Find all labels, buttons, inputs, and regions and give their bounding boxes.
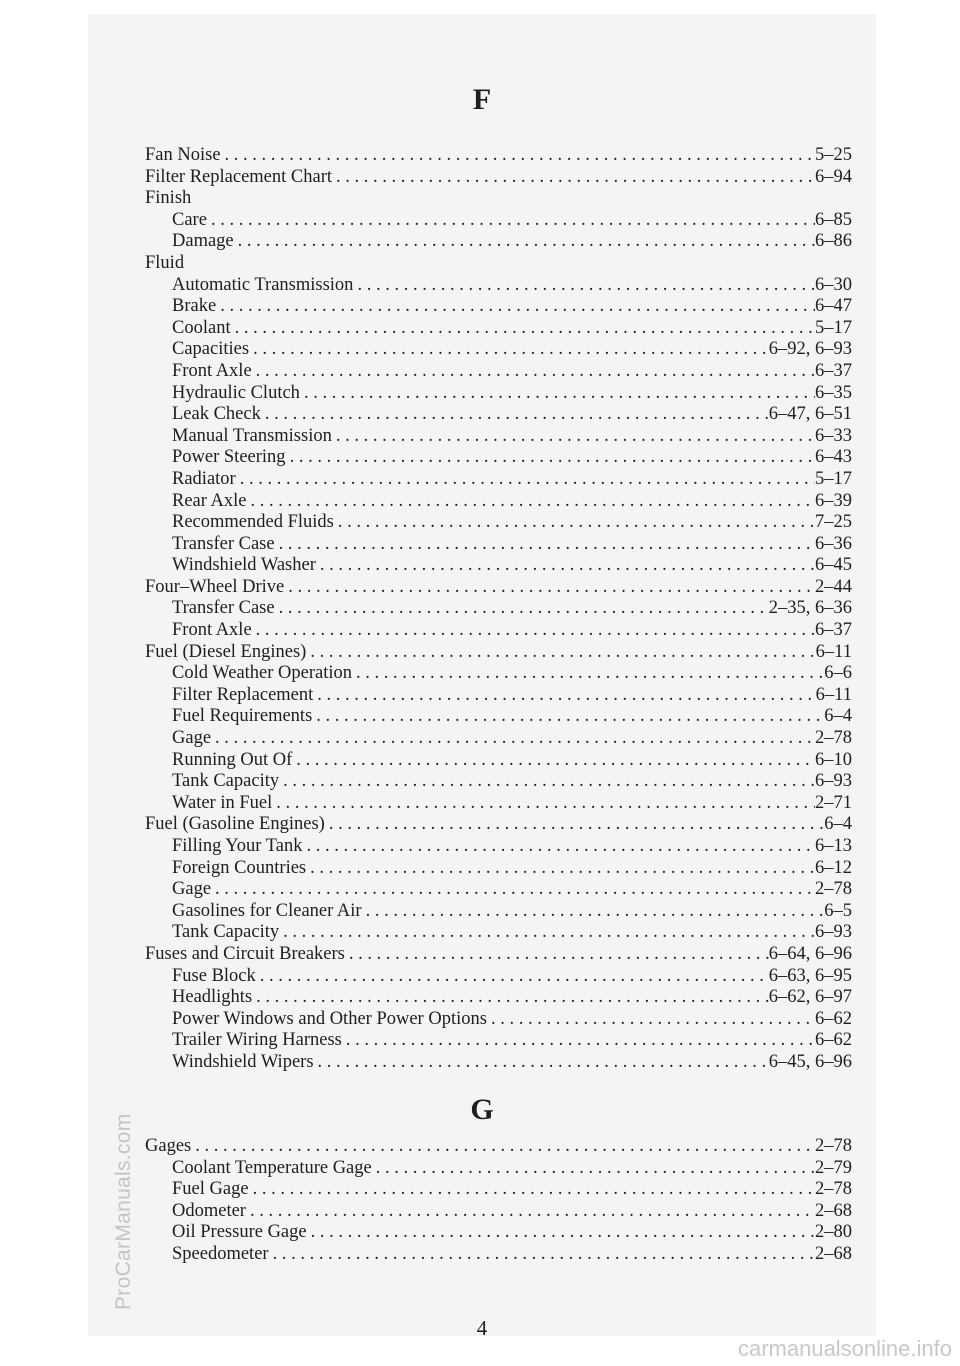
index-entry xyxy=(145,339,852,361)
index-term: Filter Replacement xyxy=(172,684,314,705)
index-entry xyxy=(145,447,852,469)
section-letter-f: F xyxy=(472,83,492,116)
index-page-ref: 2–44 xyxy=(815,576,852,597)
dot-leader xyxy=(216,296,815,318)
index-page-ref: 6–43 xyxy=(815,447,852,468)
index-term: Front Axle xyxy=(172,620,252,641)
dot-leader xyxy=(345,944,769,966)
index-entry xyxy=(145,1201,852,1223)
index-entry xyxy=(145,922,852,944)
index-entry xyxy=(145,858,852,880)
index-page-ref: 5–17 xyxy=(815,468,852,489)
index-page-ref: 2–79 xyxy=(815,1157,852,1178)
index-entry xyxy=(145,901,852,923)
index-term: Fuel (Diesel Engines) xyxy=(145,641,307,662)
index-term: Speedometer xyxy=(172,1243,269,1264)
index-page-ref: 6–37 xyxy=(815,620,852,641)
dot-leader xyxy=(300,383,815,405)
watermark: ProCarManuals.com xyxy=(112,1113,135,1310)
index-term: Damage xyxy=(172,231,234,252)
index-entry xyxy=(145,275,852,297)
dot-leader xyxy=(249,1179,815,1201)
index-list-g xyxy=(145,1136,852,1266)
index-entry xyxy=(145,1136,852,1158)
index-page-ref: 6–37 xyxy=(815,360,852,381)
dot-leader xyxy=(249,339,769,361)
dot-leader xyxy=(332,426,815,448)
index-entry xyxy=(145,1009,852,1031)
index-term: Hydraulic Clutch xyxy=(172,382,300,403)
index-term: Filter Replacement Chart xyxy=(145,166,332,187)
index-entry xyxy=(145,167,852,189)
index-term: Fuses and Circuit Breakers xyxy=(145,943,345,964)
dot-leader xyxy=(252,361,815,383)
index-entry xyxy=(145,145,852,167)
page-number: 4 xyxy=(476,1316,488,1340)
index-page-ref: 6–12 xyxy=(815,857,852,878)
index-page-ref: 6–4 xyxy=(824,706,852,727)
dot-leader xyxy=(306,858,815,880)
index-page-ref: 6–6 xyxy=(824,663,852,684)
index-page-ref: 5–17 xyxy=(815,317,852,338)
index-entry xyxy=(145,577,852,599)
index-page-ref: 6–47, 6–51 xyxy=(768,404,852,425)
index-term: Radiator xyxy=(172,468,236,489)
dot-leader xyxy=(261,404,769,426)
index-term: Running Out Of xyxy=(172,749,293,770)
section-letter-g: G xyxy=(470,1093,494,1126)
index-page-ref: 6–13 xyxy=(815,836,852,856)
index-entry xyxy=(145,1179,852,1201)
index-page-ref: 2–78 xyxy=(815,1136,852,1156)
dot-leader xyxy=(207,210,815,232)
index-entry xyxy=(145,987,852,1009)
index-page-ref: 2–68 xyxy=(815,1243,852,1264)
dot-leader xyxy=(372,1158,815,1180)
index-entry xyxy=(145,966,852,988)
index-page-ref: 6–10 xyxy=(815,749,852,770)
index-term: Fuel Gage xyxy=(172,1179,249,1200)
index-term: Windshield Wipers xyxy=(172,1051,314,1072)
index-term: Foreign Countries xyxy=(172,857,307,878)
index-term: Fan Noise xyxy=(145,145,221,165)
index-entry xyxy=(145,685,852,707)
index-entry xyxy=(145,771,852,793)
index-term: Finish xyxy=(145,188,192,209)
dot-leader xyxy=(284,577,815,599)
index-entry xyxy=(145,426,852,448)
dot-leader xyxy=(312,706,824,728)
index-entry xyxy=(145,814,852,836)
index-page-ref: 2–78 xyxy=(815,1179,852,1200)
index-term: Trailer Wiring Harness xyxy=(172,1030,342,1051)
index-entry xyxy=(145,836,852,858)
index-entry xyxy=(145,296,852,318)
index-term: Windshield Washer xyxy=(172,555,316,576)
dot-leader xyxy=(191,1136,815,1158)
index-page-ref: 6–47 xyxy=(815,296,852,317)
dot-leader xyxy=(313,685,815,707)
index-entry xyxy=(145,253,852,275)
index-entry xyxy=(145,1222,852,1244)
dot-leader xyxy=(247,491,816,513)
index-term: Tank Capacity xyxy=(172,771,280,792)
index-page-ref: 6–86 xyxy=(815,231,852,252)
index-entry xyxy=(145,469,852,491)
index-term: Leak Check xyxy=(172,404,261,425)
dot-leader xyxy=(334,512,815,534)
index-term: Care xyxy=(172,209,207,230)
index-page-ref: 6–85 xyxy=(815,209,852,230)
dot-leader xyxy=(362,901,825,923)
dot-leader xyxy=(302,836,815,858)
index-page-ref: 6–93 xyxy=(815,922,852,943)
index-term: Gage xyxy=(172,728,212,749)
index-page-ref: 2–78 xyxy=(815,879,852,900)
index-page-ref: 2–78 xyxy=(815,728,852,749)
dot-leader xyxy=(314,1052,769,1074)
dot-leader xyxy=(211,879,815,901)
index-term: Power Steering xyxy=(172,447,286,468)
index-term: Fuse Block xyxy=(172,965,256,986)
index-page-ref: 6–45 xyxy=(815,555,852,576)
index-term: Coolant Temperature Gage xyxy=(172,1157,372,1178)
index-term: Front Axle xyxy=(172,360,252,381)
index-entry xyxy=(145,361,852,383)
index-entry xyxy=(145,318,852,340)
index-page-ref: 6–36 xyxy=(815,533,852,554)
dot-leader xyxy=(325,814,824,836)
index-term: Tank Capacity xyxy=(172,922,280,943)
dot-leader xyxy=(292,750,815,772)
dot-leader xyxy=(275,598,769,620)
index-page-ref: 6–92, 6–93 xyxy=(768,339,852,360)
index-term: Cold Weather Operation xyxy=(172,663,353,684)
index-page-ref: 6–4 xyxy=(824,814,852,835)
index-page-ref: 6–39 xyxy=(815,490,852,511)
index-entry xyxy=(145,512,852,534)
dot-leader xyxy=(352,663,824,685)
dot-leader xyxy=(231,318,815,340)
index-term: Transfer Case xyxy=(172,598,275,619)
index-term: Fluid xyxy=(145,252,185,273)
index-entry xyxy=(145,879,852,901)
index-page-ref: 7–25 xyxy=(815,512,852,533)
dot-leader xyxy=(269,1244,815,1266)
index-entry xyxy=(145,793,852,815)
index-page-ref: 6–62 xyxy=(815,1030,852,1051)
index-term: Fuel Requirements xyxy=(172,706,313,727)
dot-leader xyxy=(234,231,815,253)
index-page-ref: 6–5 xyxy=(824,900,852,921)
index-page-ref: 6–63, 6–95 xyxy=(768,965,852,986)
index-page-ref: 2–71 xyxy=(815,792,852,813)
index-entry xyxy=(145,210,852,232)
index-entry xyxy=(145,728,852,750)
index-entry xyxy=(145,1158,852,1180)
index-entry xyxy=(145,534,852,556)
index-entry xyxy=(145,706,852,728)
dot-leader xyxy=(221,145,815,167)
dot-leader xyxy=(279,771,815,793)
index-entry xyxy=(145,1052,852,1074)
index-term: Odometer xyxy=(172,1200,246,1221)
index-page-ref: 6–45, 6–96 xyxy=(768,1051,852,1072)
index-term: Transfer Case xyxy=(172,533,275,554)
index-term: Oil Pressure Gage xyxy=(172,1222,307,1243)
index-entry xyxy=(145,555,852,577)
dot-leader xyxy=(272,793,815,815)
dot-leader xyxy=(332,167,815,189)
index-term: Brake xyxy=(172,296,217,317)
index-term: Filling Your Tank xyxy=(172,836,303,856)
dot-leader xyxy=(487,1009,815,1031)
index-list-f xyxy=(145,145,852,1074)
index-term: Gages xyxy=(145,1136,192,1156)
index-page-ref: 6–64, 6–96 xyxy=(768,943,852,964)
index-page-ref: 6–93 xyxy=(815,771,852,792)
index-page-ref: 6–62, 6–97 xyxy=(768,987,852,1008)
index-page-ref: 6–35 xyxy=(815,382,852,403)
index-entry xyxy=(145,1030,852,1052)
dot-leader xyxy=(246,1201,815,1223)
index-term: Power Windows and Other Power Options xyxy=(172,1008,487,1029)
index-entry xyxy=(145,404,852,426)
index-term: Gage xyxy=(172,879,212,900)
dot-leader xyxy=(252,620,815,642)
index-entry xyxy=(145,188,852,210)
dot-leader xyxy=(286,447,815,469)
index-entry xyxy=(145,750,852,772)
dot-leader xyxy=(353,275,815,297)
index-entry xyxy=(145,944,852,966)
index-page-ref: 2–68 xyxy=(815,1200,852,1221)
index-entry xyxy=(145,663,852,685)
dot-leader xyxy=(236,469,815,491)
index-entry xyxy=(145,231,852,253)
index-term: Coolant xyxy=(172,317,231,338)
index-entry xyxy=(145,491,852,513)
dot-leader xyxy=(275,534,815,556)
index-entry xyxy=(145,598,852,620)
index-term: Recommended Fluids xyxy=(172,512,334,533)
index-term: Automatic Transmission xyxy=(172,274,354,295)
index-page-ref: 6–11 xyxy=(815,641,852,662)
index-page-ref: 5–25 xyxy=(815,145,852,165)
index-page-ref: 6–94 xyxy=(815,166,852,187)
index-term: Headlights xyxy=(172,987,253,1008)
index-entry xyxy=(145,642,852,664)
dot-leader xyxy=(307,1222,815,1244)
dot-leader xyxy=(316,555,815,577)
footer-watermark: carmanualsonline.info xyxy=(737,1336,952,1361)
dot-leader xyxy=(252,987,769,1009)
index-page-ref: 6–11 xyxy=(815,684,852,705)
index-entry xyxy=(145,620,852,642)
index-term: Four–Wheel Drive xyxy=(145,576,285,597)
index-entry xyxy=(145,1244,852,1266)
index-term: Capacities xyxy=(172,339,250,360)
index-page-ref: 2–35, 6–36 xyxy=(768,598,852,619)
index-page-ref: 6–62 xyxy=(815,1008,852,1029)
index-page-ref: 2–80 xyxy=(815,1222,852,1243)
index-term: Water in Fuel xyxy=(172,792,273,813)
index-term: Manual Transmission xyxy=(172,425,332,446)
dot-leader xyxy=(211,728,815,750)
dot-leader xyxy=(342,1030,815,1052)
index-page-ref: 6–30 xyxy=(815,274,852,295)
dot-leader xyxy=(256,966,769,988)
index-term: Fuel (Gasoline Engines) xyxy=(145,814,325,835)
index-term: Gasolines for Cleaner Air xyxy=(172,900,362,921)
dot-leader xyxy=(306,642,815,664)
index-page-ref: 6–33 xyxy=(815,425,852,446)
dot-leader xyxy=(279,922,815,944)
index-entry xyxy=(145,383,852,405)
index-term: Rear Axle xyxy=(172,490,247,511)
